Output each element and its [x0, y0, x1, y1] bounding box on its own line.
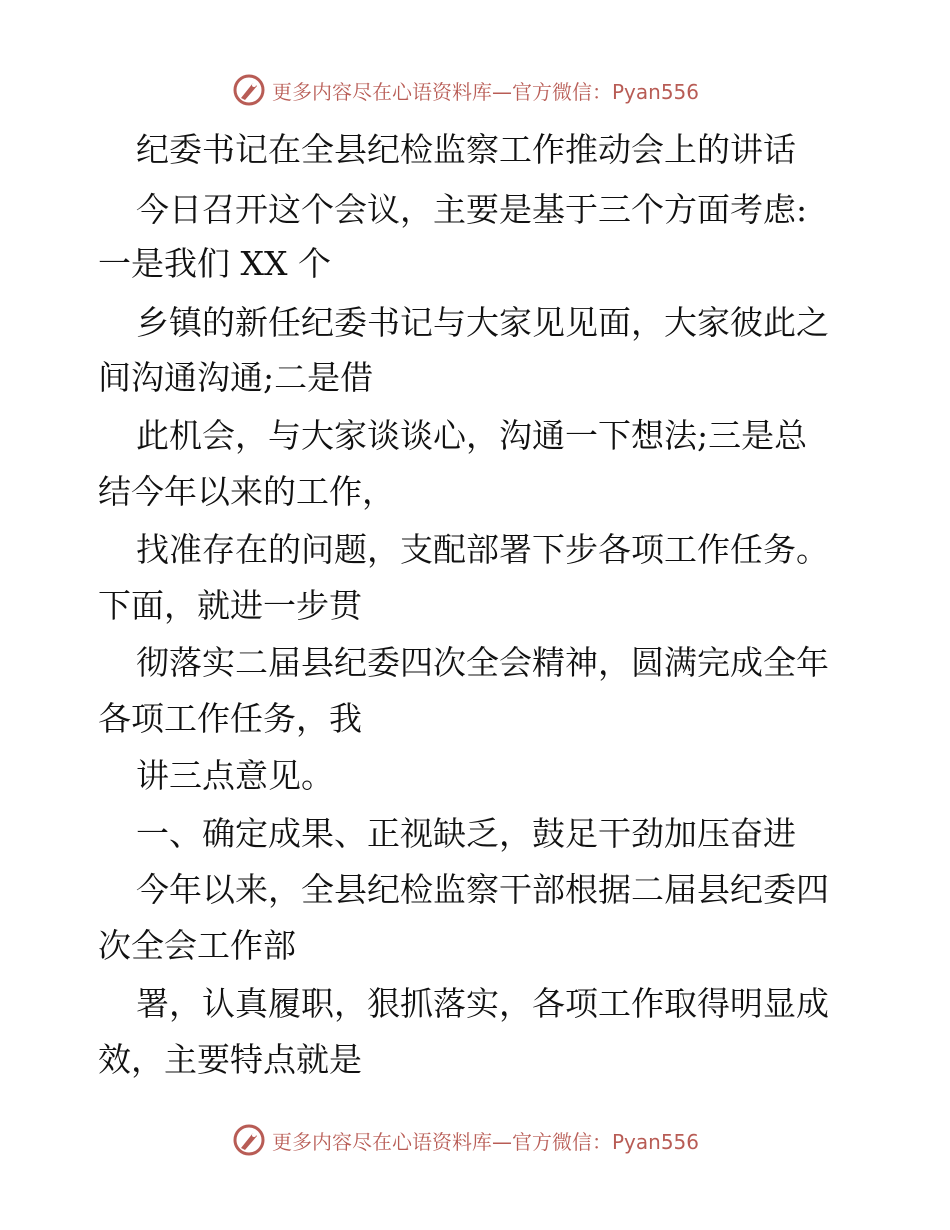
section-heading: 一、确定成果、正视缺乏，鼓足干劲加压奋进 [136, 814, 796, 853]
text-line: 此机会，与大家谈谈心，沟通一下想法;三是总 [136, 416, 808, 455]
text-line: 彻落实二届县纪委四次全会精神，圆满完成全年 [136, 643, 829, 682]
pen-nib-circle-icon [232, 73, 266, 107]
watermark-banner-bottom [232, 1120, 712, 1160]
text-line: 间沟通沟通;二是借 [98, 358, 374, 397]
text-line: 找准存在的问题，支配部署下步各项工作任务。 [136, 530, 829, 569]
text-line: 乡镇的新任纪委书记与大家见见面，大家彼此之 [136, 303, 829, 342]
text-line: 次全会工作部 [98, 926, 296, 965]
text-line: 一是我们 XX 个 [98, 244, 331, 283]
text-line: 效，主要特点就是 [98, 1040, 362, 1079]
watermark-text: 更多内容尽在心语资料库—官方微信：Pyan556 [272, 1129, 700, 1154]
text-line: 讲三点意见。 [136, 756, 334, 795]
pen-nib-circle-icon [232, 1123, 266, 1157]
document-title: 纪委书记在全县纪检监察工作推动会上的讲话 [136, 130, 796, 169]
text-line: 各项工作任务，我 [98, 699, 362, 738]
text-line: 署，认真履职，狠抓落实，各项工作取得明显成 [136, 984, 829, 1023]
text-line: 今日召开这个会议，主要是基于三个方面考虑: [136, 190, 808, 229]
text-line: 今年以来，全县纪检监察干部根据二届县纪委四 [136, 870, 829, 909]
text-line: 下面，就进一步贯 [98, 586, 362, 625]
text-line: 结今年以来的工作， [98, 472, 395, 511]
watermark-text: 更多内容尽在心语资料库—官方微信：Pyan556 [272, 79, 700, 104]
watermark-banner-top [232, 70, 712, 110]
